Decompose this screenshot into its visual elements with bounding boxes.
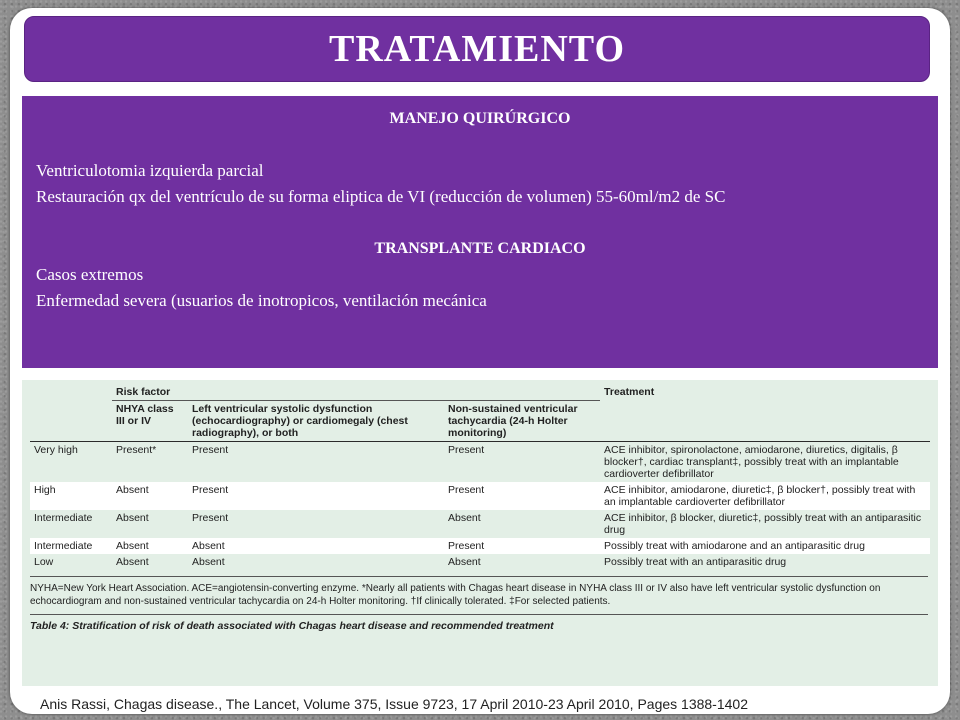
cell-risk: Intermediate [34,512,93,524]
cell-nyha: Absent [116,484,149,496]
text-line: Enfermedad severa (usuarios de inotropicos, ventilación mecánica [36,291,487,310]
subheader-lv: Left ventricular systolic dysfunction (echocardiography) or cardiomegaly (chest radiography), or both [188,401,444,442]
cell-lv: Present [192,512,229,524]
spacer [36,210,924,236]
cell-nsvt: Present [448,484,485,496]
table-row [30,482,930,510]
header-risk-factor: Risk factor [112,384,600,401]
cell-nyha: Absent [116,556,149,568]
cell-risk: Low [34,556,54,568]
table-footnote: NYHA=New York Heart Association. ACE=angiotensin-converting enzyme. *Nearly all patients with Chagas heart disease in NYHA class III or IV also have left ventricular systolic dysfunction on echocardiogram and non-sustained ventricular tachycardia on 24-h Holter monitoring. †If clinically tolerated. ‡For selected patients. [30,576,928,608]
risk-table [30,384,930,570]
header-treatment: Treatment [604,386,655,398]
cell-treatment: Possibly treat with amiodarone and an antiparasitic drug [604,540,865,552]
table-header-row [30,384,930,401]
cell-nsvt: Absent [448,556,481,568]
slide-title: TRATAMIENTO [328,28,626,70]
subheader-nsvt: Non-sustained ventricular tachycardia (24-h Holter monitoring) [444,401,600,442]
cell-nyha: Absent [116,512,149,524]
table-subheader-row [30,401,930,442]
table-caption [30,614,928,632]
cell-treatment: ACE inhibitor, spironolactone, amiodarone, diuretics, digitalis, β blocker†, cardiac transplant‡, possibly treat with an implantable cardioverter defibrillator [604,444,899,480]
cell-nyha: Present* [116,444,157,456]
table-row [30,510,930,538]
subheader-nyha: NHYA class III or IV [112,401,188,442]
cell-risk: Intermediate [34,540,93,552]
citation: Anis Rassi, Chagas disease., The Lancet, Volume 375, Issue 9723, 17 April 2010-23 April 2010, Pages 1388-1402 [40,696,748,712]
cell-risk: High [34,484,56,496]
spacer [36,132,924,158]
cell-nyha: Absent [116,540,149,552]
cell-nsvt: Absent [448,512,481,524]
cell-treatment: Possibly treat with an antiparasitic drug [604,556,787,568]
cell-treatment: ACE inhibitor, β blocker, diuretic‡, possibly treat with an antiparasitic drug [604,512,922,536]
caption-label: Table 4: [30,620,70,632]
cell-treatment: ACE inhibitor, amiodarone, diuretic‡, β blocker†, possibly treat with an implantable cardioverter defibrillator [604,484,916,508]
subheader-treatment-empty [600,401,930,442]
content-box [22,96,938,368]
cell-lv: Present [192,444,229,456]
header-empty [30,384,112,401]
text-line: Ventriculotomia izquierda parcial [36,161,264,180]
cell-risk: Very high [34,444,78,456]
cell-nsvt: Present [448,444,485,456]
table-row [30,554,930,570]
subheader-empty [30,401,112,442]
cell-lv: Absent [192,540,225,552]
section-heading-transplant: TRANSPLANTE CARDIACO [374,240,586,257]
text-line: Casos extremos [36,265,144,284]
caption-text: Stratification of risk of death associated with Chagas heart disease and recommended treatment [72,620,554,632]
section-heading-surgical: MANEJO QUIRÚRGICO [389,110,571,127]
text-line: Restauración qx del ventrículo de su forma eliptica de VI (reducción de volumen) 55-60ml/m2 de SC [36,187,726,206]
table-row [30,442,930,483]
cell-lv: Present [192,484,229,496]
table-row [30,538,930,554]
title-banner [24,16,930,82]
cell-lv: Absent [192,556,225,568]
risk-table-image [22,380,938,686]
cell-nsvt: Present [448,540,485,552]
